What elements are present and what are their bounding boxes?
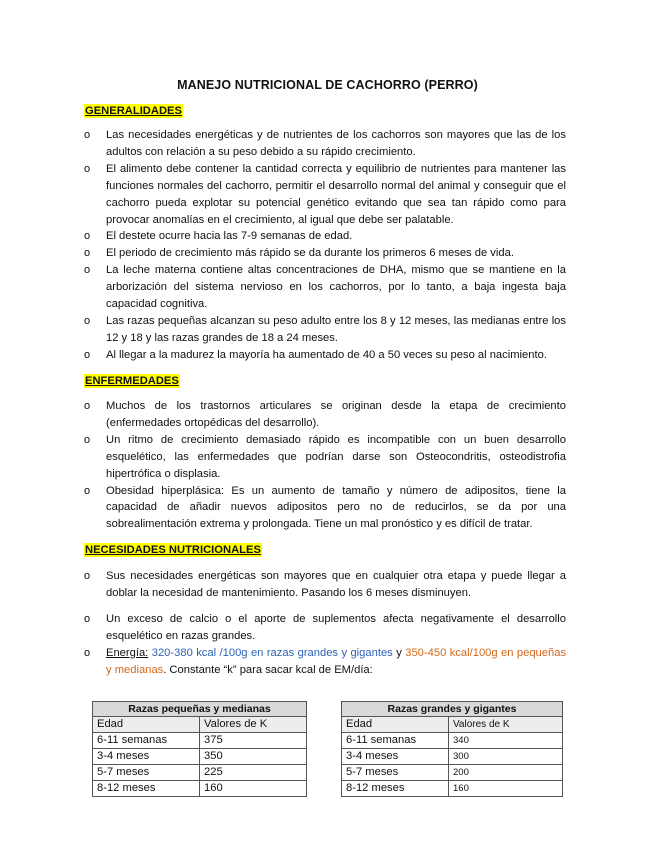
- table-cell: 340: [449, 733, 563, 749]
- table-row: [342, 749, 563, 765]
- bullet-icon: o: [84, 264, 91, 277]
- list-item: o Un ritmo de crecimiento demasiado rápido es incompatible con un buen desarrollo esquelético, las enfermedades que podrían darse son Osteocondritis, osteodistrofia hipertrófica o displasia.: [84, 433, 566, 480]
- list-item: o Obesidad hiperplásica: Es un aumento de tamaño y número de adipositos, tiene la capacidad de añadir nuevos adipositos pero no de reducirlos, se da por una sobrealimentación extrema y prolongada. Tiene un mal pronóstico y es difícil de tratar.: [84, 484, 566, 531]
- list-item: o Un exceso de calcio o el aporte de suplementos afecta negativamente el desarrollo esquelético en razas grandes.: [84, 613, 566, 642]
- list-item: o El destete ocurre hacia las 7-9 semanas de edad.: [84, 228, 566, 245]
- column-header: Valores de K: [200, 717, 307, 733]
- table-row: [342, 781, 563, 797]
- table-row: [93, 749, 307, 765]
- column-header: Edad: [93, 717, 200, 733]
- energy-large-breeds: 320-380 kcal /100g en razas grandes y gigantes: [151, 646, 393, 659]
- list-item: o Al llegar a la madurez la mayoría ha aumentado de 40 a 50 veces su peso al nacimiento.: [84, 347, 566, 364]
- table-cell: 375: [200, 733, 307, 749]
- list-item: o El periodo de crecimiento más rápido se da durante los primeros 6 meses de vida.: [84, 245, 566, 262]
- bullet-icon: o: [84, 433, 91, 446]
- column-header: Edad: [342, 717, 449, 733]
- table-cell: 5-7 meses: [93, 765, 200, 781]
- table-row: [93, 765, 307, 781]
- list-necesidades-1: [84, 568, 566, 602]
- table-row: [342, 765, 563, 781]
- list-necesidades-2: [84, 611, 566, 679]
- table-cell: 225: [200, 765, 307, 781]
- table-cell: 3-4 meses: [342, 749, 449, 765]
- list-item: o El alimento debe contener la cantidad correcta y equilibrio de nutrientes para mantener las funciones normales del cachorro, permitir el desarrollo normal del animal y conseguir que el cachorro pueda explotar su potencial genético evitando que sea tan rápido como para provocar anomalías en el crecimiento, al igual que debe ser palatable.: [84, 162, 566, 226]
- bullet-icon: o: [84, 646, 91, 659]
- energy-small-breeds: 350-450 kcal/100g en pequeñas y medianas: [106, 646, 567, 676]
- list-item: o Las razas pequeñas alcanzan su peso adulto entre los 8 y 12 meses, las medianas entre los 12 y 18 y las razas grandes de 18 a 24 meses.: [84, 314, 566, 344]
- heading-enfermedades: ENFERMEDADES: [85, 375, 179, 387]
- table-row: [93, 781, 307, 797]
- table-cell: 200: [449, 765, 563, 781]
- table-row: [342, 733, 563, 749]
- table-cell: 8-12 meses: [342, 781, 449, 797]
- table-cell: 160: [200, 781, 307, 797]
- table-title: Razas grandes y gigantes: [342, 702, 563, 717]
- heading-generalidades: GENERALIDADES: [85, 105, 182, 117]
- bullet-icon: o: [84, 613, 91, 625]
- table-cell: 3-4 meses: [93, 749, 200, 765]
- bullet-icon: o: [84, 570, 91, 582]
- list-item: o Las necesidades energéticas y de nutrientes de los cachorros son mayores que las de los adultos con relación a su peso debido a su rápido crecimiento.: [84, 129, 566, 158]
- list-item: o La leche materna contiene altas concentraciones de DHA, mismo que se mantiene en la arborización del sistema nervioso en los cachorros, por lo tanto, a baja ingesta baja capacidad cognitiva.: [84, 264, 566, 311]
- list-enfermedades: [84, 398, 566, 533]
- list-item: o Muchos de los trastornos articulares se originan desde la etapa de crecimiento (enfermedades ortopédicas del desarrollo).: [84, 400, 566, 429]
- table-large-giant-breeds: [341, 701, 563, 797]
- table-cell: 5-7 meses: [342, 765, 449, 781]
- list-generalidades: [84, 127, 566, 364]
- table-cell: 6-11 semanas: [342, 733, 449, 749]
- column-header: Valores de K: [449, 717, 563, 733]
- table-header-row: [93, 717, 307, 733]
- energy-label: Energía:: [106, 646, 149, 659]
- bullet-icon: o: [84, 129, 91, 141]
- table-cell: 300: [449, 749, 563, 765]
- table-row: [93, 733, 307, 749]
- bullet-icon: o: [84, 314, 91, 327]
- list-item: o Sus necesidades energéticas son mayores que en cualquier otra etapa y puede llegar a doblar la necesidad de mantenimiento. Pasando los 6 meses disminuyen.: [84, 570, 566, 599]
- table-cell: 350: [200, 749, 307, 765]
- bullet-icon: o: [84, 162, 91, 175]
- table-cell: 6-11 semanas: [93, 733, 200, 749]
- list-item-energy: [84, 645, 566, 679]
- table-header-row: [342, 717, 563, 733]
- energy-tail: . Constante “k” para sacar kcal de EM/día:: [163, 663, 373, 676]
- document-title: MANEJO NUTRICIONAL DE CACHORRO (PERRO): [177, 78, 478, 92]
- table-cell: 8-12 meses: [93, 781, 200, 797]
- table-small-medium-breeds: [92, 701, 307, 797]
- bullet-icon: o: [84, 230, 91, 243]
- bullet-icon: o: [84, 484, 91, 497]
- bullet-icon: o: [84, 247, 91, 260]
- bullet-icon: o: [84, 400, 91, 412]
- bullet-icon: o: [84, 348, 91, 361]
- energy-connector: y: [396, 646, 402, 659]
- heading-necesidades: NECESIDADES NUTRICIONALES: [85, 544, 261, 556]
- table-title: Razas pequeñas y medianas: [93, 702, 307, 717]
- table-cell: 160: [449, 781, 563, 797]
